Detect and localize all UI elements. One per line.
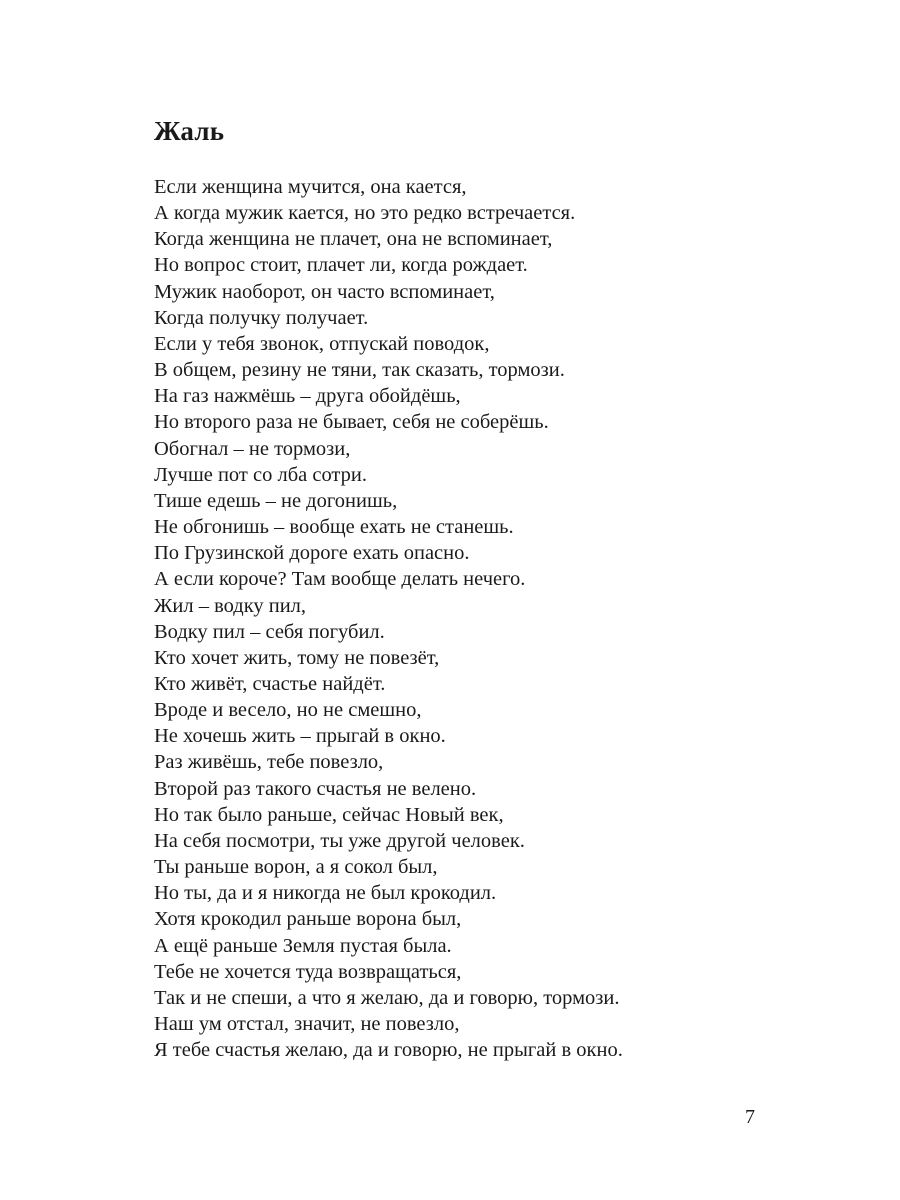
- poem-line: Кто хочет жить, тому не повезёт,: [154, 646, 440, 669]
- poem-line: Хотя крокодил раньше ворона был,: [154, 908, 462, 931]
- poem-line: Когда женщина не плачет, она не вспоминает,: [154, 228, 553, 251]
- poem-line: Ты раньше ворон, а я сокол был,: [154, 856, 438, 879]
- poem-line: Но вопрос стоит, плачет ли, когда рождает.: [154, 254, 528, 277]
- poem-line: Если у тебя звонок, отпускай поводок,: [154, 332, 490, 355]
- page-number: 7: [745, 1106, 755, 1128]
- poem-line: Но ты, да и я никогда не был крокодил.: [154, 882, 497, 905]
- poem-line: На газ нажмёшь – друга обойдёшь,: [154, 385, 461, 408]
- poem-line: Водку пил – себя погубил.: [154, 620, 385, 643]
- poem-line: Лучше пот со лба сотри.: [154, 463, 367, 486]
- poem-line: Вроде и весело, но не смешно,: [154, 699, 422, 722]
- poem-line: Тебе не хочется туда возвращаться,: [154, 960, 462, 983]
- poem-line: В общем, резину не тяни, так сказать, тормози.: [154, 359, 565, 382]
- poem-line: Но второго раза не бывает, себя не соберёшь.: [154, 411, 549, 434]
- poem-line: Обогнал – не тормози,: [154, 437, 351, 460]
- poem-line: А если короче? Там вообще делать нечего.: [154, 568, 526, 591]
- poem-line: На себя посмотри, ты уже другой человек.: [154, 829, 525, 852]
- poem-line: Второй раз такого счастья не велено.: [154, 777, 477, 800]
- poem-line: Раз живёшь, тебе повезло,: [154, 751, 384, 774]
- poem-line: Жил – водку пил,: [154, 594, 307, 617]
- poem-line: Не хочешь жить – прыгай в окно.: [154, 725, 446, 748]
- poem-line: Кто живёт, счастье найдёт.: [154, 672, 386, 695]
- poem-line: Я тебе счастья желаю, да и говорю, не прыгай в окно.: [154, 1039, 623, 1062]
- poem-line: А ещё раньше Земля пустая была.: [154, 934, 452, 957]
- poem-body: [154, 174, 794, 1063]
- poem-line: Мужик наоборот, он часто вспоминает,: [154, 280, 495, 303]
- poem-line: Когда получку получает.: [154, 306, 369, 329]
- poem-line: Не обгонишь – вообще ехать не станешь.: [154, 516, 514, 539]
- poem-title: Жаль: [154, 116, 225, 146]
- poem-line: По Грузинской дороге ехать опасно.: [154, 542, 470, 565]
- poem-line: Если женщина мучится, она кается,: [154, 176, 467, 198]
- poem-line: А когда мужик кается, но это редко встречается.: [154, 202, 576, 225]
- poem-line: Так и не спеши, а что я желаю, да и говорю, тормози.: [154, 986, 620, 1009]
- poem-line: Но так было раньше, сейчас Новый век,: [154, 803, 504, 826]
- poem-line: Тише едешь – не догонишь,: [154, 489, 398, 512]
- poem-line: Наш ум отстал, значит, не повезло,: [154, 1013, 460, 1035]
